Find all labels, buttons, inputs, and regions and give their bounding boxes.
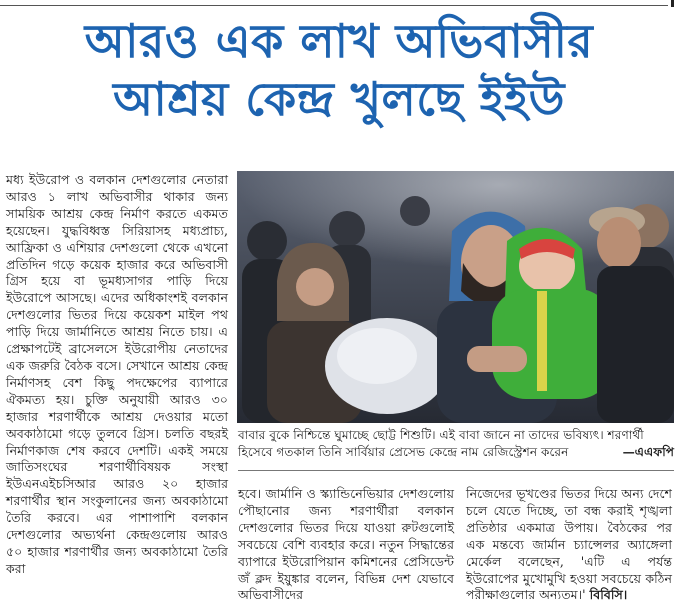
top-rule-corner — [671, 0, 674, 7]
photo-illustration — [237, 171, 674, 423]
article-column-2: হবে। জার্মানি ও স্ক্যান্ডিনেভিয়ার দেশগুলোয় পৌছানোর জন্য শরণার্থীরা বলকান দেশগুলোর ভিতর দিয়ে যাওয়া রুটগুলোই সবচেয়ে বেশি ব্যবহার করে। নতুন সিদ্ধান্তের ব্যাপারে ইউরোপিয়ান কমিশনের প্রেসিডেন্ট জঁ ক্লদ ইয়ুঙ্কার বলেন, বিভিন্ন দেশ যেভাবে অভিবাসীদের — [238, 486, 454, 603]
source-signoff: বিবিসি। — [589, 587, 628, 603]
photo-caption — [238, 427, 674, 461]
page-top-rule — [0, 0, 678, 8]
caption-credit: —এএফপি — [622, 445, 674, 459]
article-column-3 — [466, 486, 672, 604]
caption-text: বাবার বুকে নিশ্চিন্তে ঘুমাচ্ছে ছোট্ট শিশুটি। এই বাবা জানে না তাদের ভবিষ্যৎ। শরণার্থী হিসেবে গতকাল তিনি সার্বিয়ার প্রেসেভ কেন্দ্রে নাম রেজিস্ট্রেশন করেন — [238, 428, 644, 459]
article-column-1: মধ্য ইউরোপ ও বলকান দেশগুলোর নেতারা আরও ১ লাখ অভিবাসীর থাকার জন্য সাময়িক আশ্রয় কেন্দ্র নির্মাণ করতে একমত হয়েছেন। যুদ্ধবিধ্বস্ত সিরিয়াসহ মধ্যপ্রাচ্য, আফ্রিকা ও এশিয়ার দেশগুলো থেকে এখনো প্রতিদিন গড়ে কয়েক হাজার করে অভিবাসী গ্রিস হয়ে বা ভূমধ্যসাগর পাড়ি দিয়ে ইউরোপে আসছে। এদের অধিকাংশই বলকান দেশগুলোর ভিতর দিয়ে কয়েকশ মাইল পথ পাড়ি দিয়ে জার্মানিতে আশ্রয় নিতে চায়। এ প্রেক্ষাপটেই ব্রাসেলসে ইউরোপীয় নেতাদের এক জরুরি বৈঠক বসে। সেখানে আশ্রয় কেন্দ্র নির্মাণসহ বেশ কিছু পদক্ষেপের ব্যাপারে ঐকমত্য হয়। চুক্তি অনুযায়ী আরও ৩০ হাজার শরণার্থীকে আশ্রয় দেওয়ার মতো অবকাঠামো গড়ে তুলবে গ্রিস। চলতি বছরই নির্মাণকাজ শেষ করবে দেশটি। একই সময়ে জাতিসংঘের শরণার্থীবিষয়ক সংস্থা ইউএনএইচসিআর আরও ২০ হাজার শরণার্থীর স্থান সংকুলানের জন্য অবকাঠামো তৈরি করবে। এর পাশাপাশি বলকান দেশগুলোর অভ্যর্থনা কেন্দ্রগুলোয় আরও ৫০ হাজার শরণার্থীর জন্য অবকাঠামো তৈরি করা — [6, 172, 228, 576]
caption-divider — [238, 470, 674, 471]
headline-line-1: আরও এক লাখ অভিবাসীর — [84, 14, 594, 68]
column-3-text: নিজেদের ভূখণ্ডের ভিতর দিয়ে অন্য দেশে চলে যেতে দিচ্ছে, তা বন্ধ করাই শৃঙ্খলা প্রতিষ্ঠার একমাত্র উপায়। বৈঠকের পর এক মন্তব্যে জার্মান চ্যান্সেলর অ্যাঙ্গেলা মের্কেল বলেছেন, 'এটি এ পর্যন্ত ইউরোপের মুখোমুখি হওয়া সবচেয়ে কঠিন পরীক্ষাগুলোর অন্যতম।' — [466, 486, 672, 603]
headline — [0, 12, 678, 128]
headline-line-2: আশ্রয় কেন্দ্র খুলছে ইইউ — [113, 72, 565, 126]
news-photo — [237, 171, 674, 423]
top-rule-line — [0, 5, 668, 6]
